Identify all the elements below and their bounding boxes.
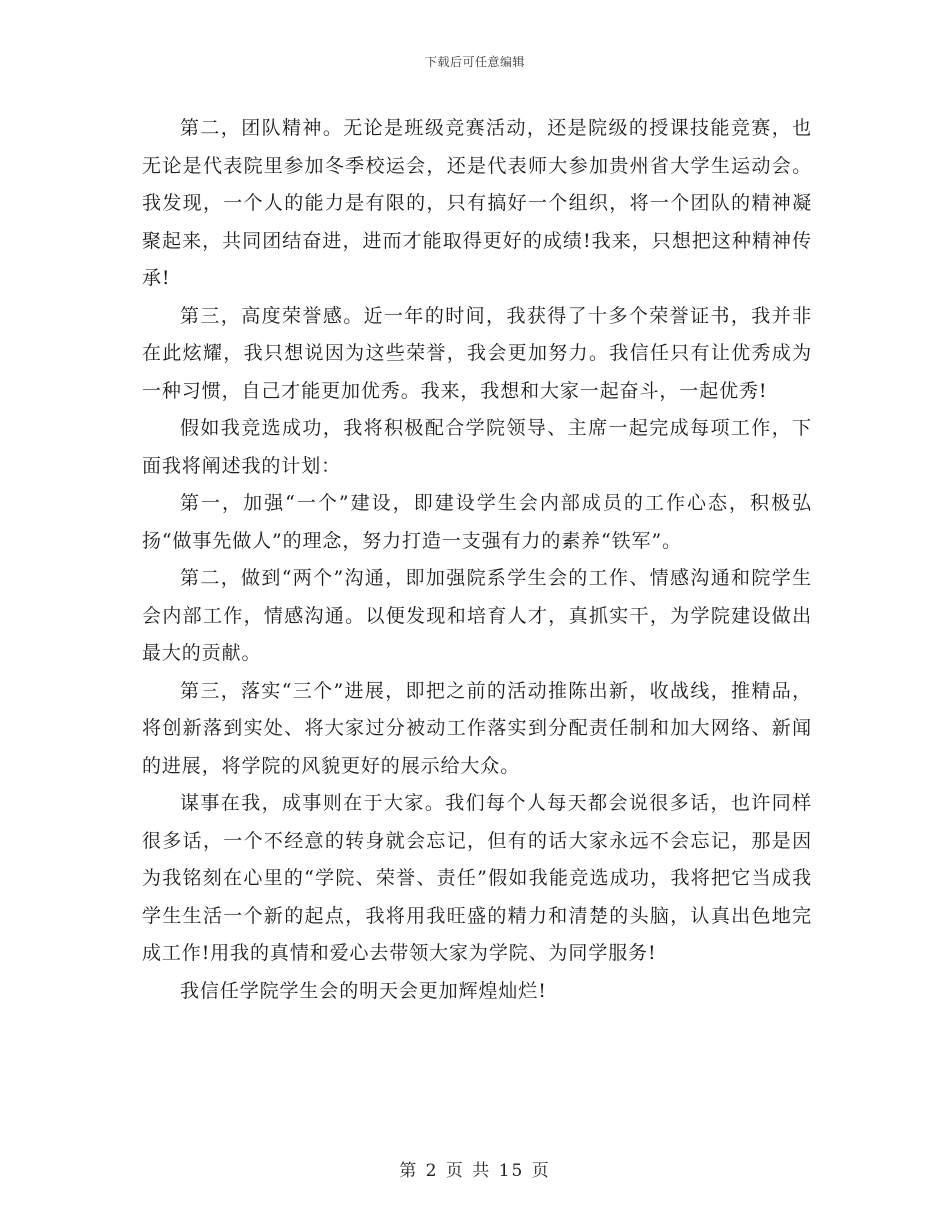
page-header: 下载后可任意编辑: [424, 55, 525, 69]
paragraph-sense-of-honor: 第三，高度荣誉感。近一年的时间，我获得了十多个荣誉证书，我并非在此炫耀，我只想说因为这些荣誉，我会更加努力。我信任只有让优秀成为一种习惯，自己才能更加优秀。我来，我想和大家一起奋斗，一起优秀!: [142, 304, 812, 402]
paragraph-plan-third: 第三，落实“三个”进展，即把之前的活动推陈出新，收战线，推精品，将创新落到实处、将大家过分被动工作落实到分配责任制和加大网络、新闻的进展，将学院的风貌更好的展示给大众。: [142, 679, 812, 777]
paragraph-plan-second: 第二，做到“两个”沟通，即加强院系学生会的工作、情感沟通和院学生会内部工作，情感沟通。以便发现和培育人才，真抓实干，为学院建设做出最大的贡献。: [142, 567, 812, 664]
paragraph-final-statement: 我信任学院学生会的明天会更加辉煌灿烂!: [180, 979, 547, 1002]
paragraph-if-elected: 假如我竞选成功，我将积极配合学院领导、主席一起完成每项工作，下面我将阐述我的计划：: [142, 417, 812, 477]
paragraph-closing: 谋事在我，成事则在于大家。我们每个人每天都会说很多话，也许同样很多话，一个不经意的转身就会忘记，但有的话大家永远不会忘记，那是因为我铭刻在心里的“学院、荣誉、责任”假如我能竞选成功，我将把它当成我学生生活一个新的起点，我将用我旺盛的精力和清楚的头脑，认真出色地完成工作!用我的真情和爱心去带领大家为学院、为同学服务!: [142, 792, 812, 964]
paragraph-team-spirit: 第二，团队精神。无论是班级竞赛活动，还是院级的授课技能竞赛，也无论是代表院里参加冬季校运会，还是代表师大参加贵州省大学生运动会。我发现，一个人的能力是有限的，只有搞好一个组织，将一个团队的精神凝聚起来，共同团结奋进，进而才能取得更好的成绩!我来，只想把这种精神传承!: [142, 117, 812, 289]
paragraph-plan-first: 第一，加强“一个”建设，即建设学生会内部成员的工作心态，积极弘扬“做事先做人”的理念，努力打造一支强有力的素养“铁军”。: [142, 492, 812, 552]
page-number-footer: 第 2 页 共 15 页: [399, 1161, 551, 1181]
document-body: [142, 110, 812, 1010]
